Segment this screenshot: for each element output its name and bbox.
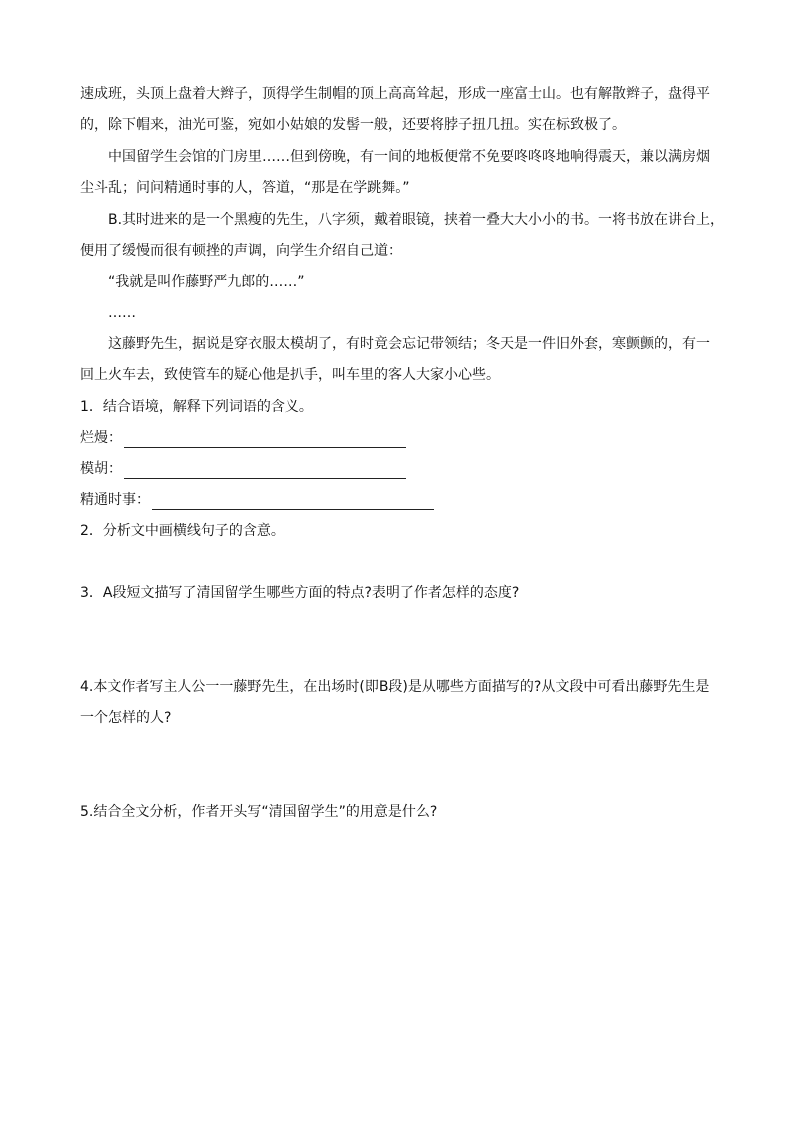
passage-line-10: 回上火车去，致使管车的疑心他是扒手，叫车里的客人大家小心些。 <box>80 367 500 383</box>
question-1: 1．结合语境，解释下列词语的含义。 <box>80 399 313 415</box>
term-row-2 <box>80 459 406 479</box>
answer-blank-3[interactable] <box>152 493 434 510</box>
term-label-2: 模胡： <box>80 461 122 477</box>
term-row-1 <box>80 428 406 448</box>
passage-line-8: …… <box>108 305 136 321</box>
question-3: 3．A段短文描写了清国留学生哪些方面的特点?表明了作者怎样的态度? <box>80 585 520 601</box>
passage-line-4: 尘斗乱；问问精通时事的人，答道，“那是在学跳舞。” <box>80 180 410 196</box>
passage-line-9: 这藤野先生，据说是穿衣服太模胡了，有时竟会忘记带领结；冬天是一件旧外套，寒颤颤的，有一 <box>108 336 710 352</box>
answer-blank-1[interactable] <box>124 431 406 448</box>
passage-line-7: “我就是叫作藤野严九郎的……” <box>108 274 305 290</box>
answer-blank-2[interactable] <box>124 462 406 479</box>
passage-line-5: B.其时进来的是一个黑瘦的先生，八字须，戴着眼镜，挟着一叠大大小小的书。一将书放在讲台上， <box>108 212 725 228</box>
question-4-line-1: 4.本文作者写主人公一一藤野先生，在出场时(即B段)是从哪些方面描写的?从文段中可看出藤野先生是 <box>80 679 710 695</box>
passage-line-6: 便用了缓慢而很有顿挫的声调，向学生介绍自己道： <box>80 243 402 259</box>
question-5: 5.结合全文分析，作者开头写“清国留学生”的用意是什么? <box>80 804 438 820</box>
passage-line-1: 速成班，头顶上盘着大辫子，顶得学生制帽的顶上高高耸起，形成一座富士山。也有解散辫子，盘得平 <box>80 86 710 102</box>
question-2: 2．分析文中画横线句子的含意。 <box>80 523 285 539</box>
question-4-line-2: 一个怎样的人? <box>80 710 172 726</box>
passage-line-2: 的，除下帽来，油光可鉴，宛如小姑娘的发髻一般，还要将脖子扭几扭。实在标致极了。 <box>80 117 626 133</box>
term-row-3 <box>80 490 434 510</box>
term-label-3: 精通时事： <box>80 492 150 508</box>
passage-line-3: 中国留学生会馆的门房里……但到傍晚，有一间的地板便常不免要咚咚咚地响得震天，兼以满房烟 <box>108 149 710 165</box>
term-label-1: 烂熳： <box>80 430 122 446</box>
